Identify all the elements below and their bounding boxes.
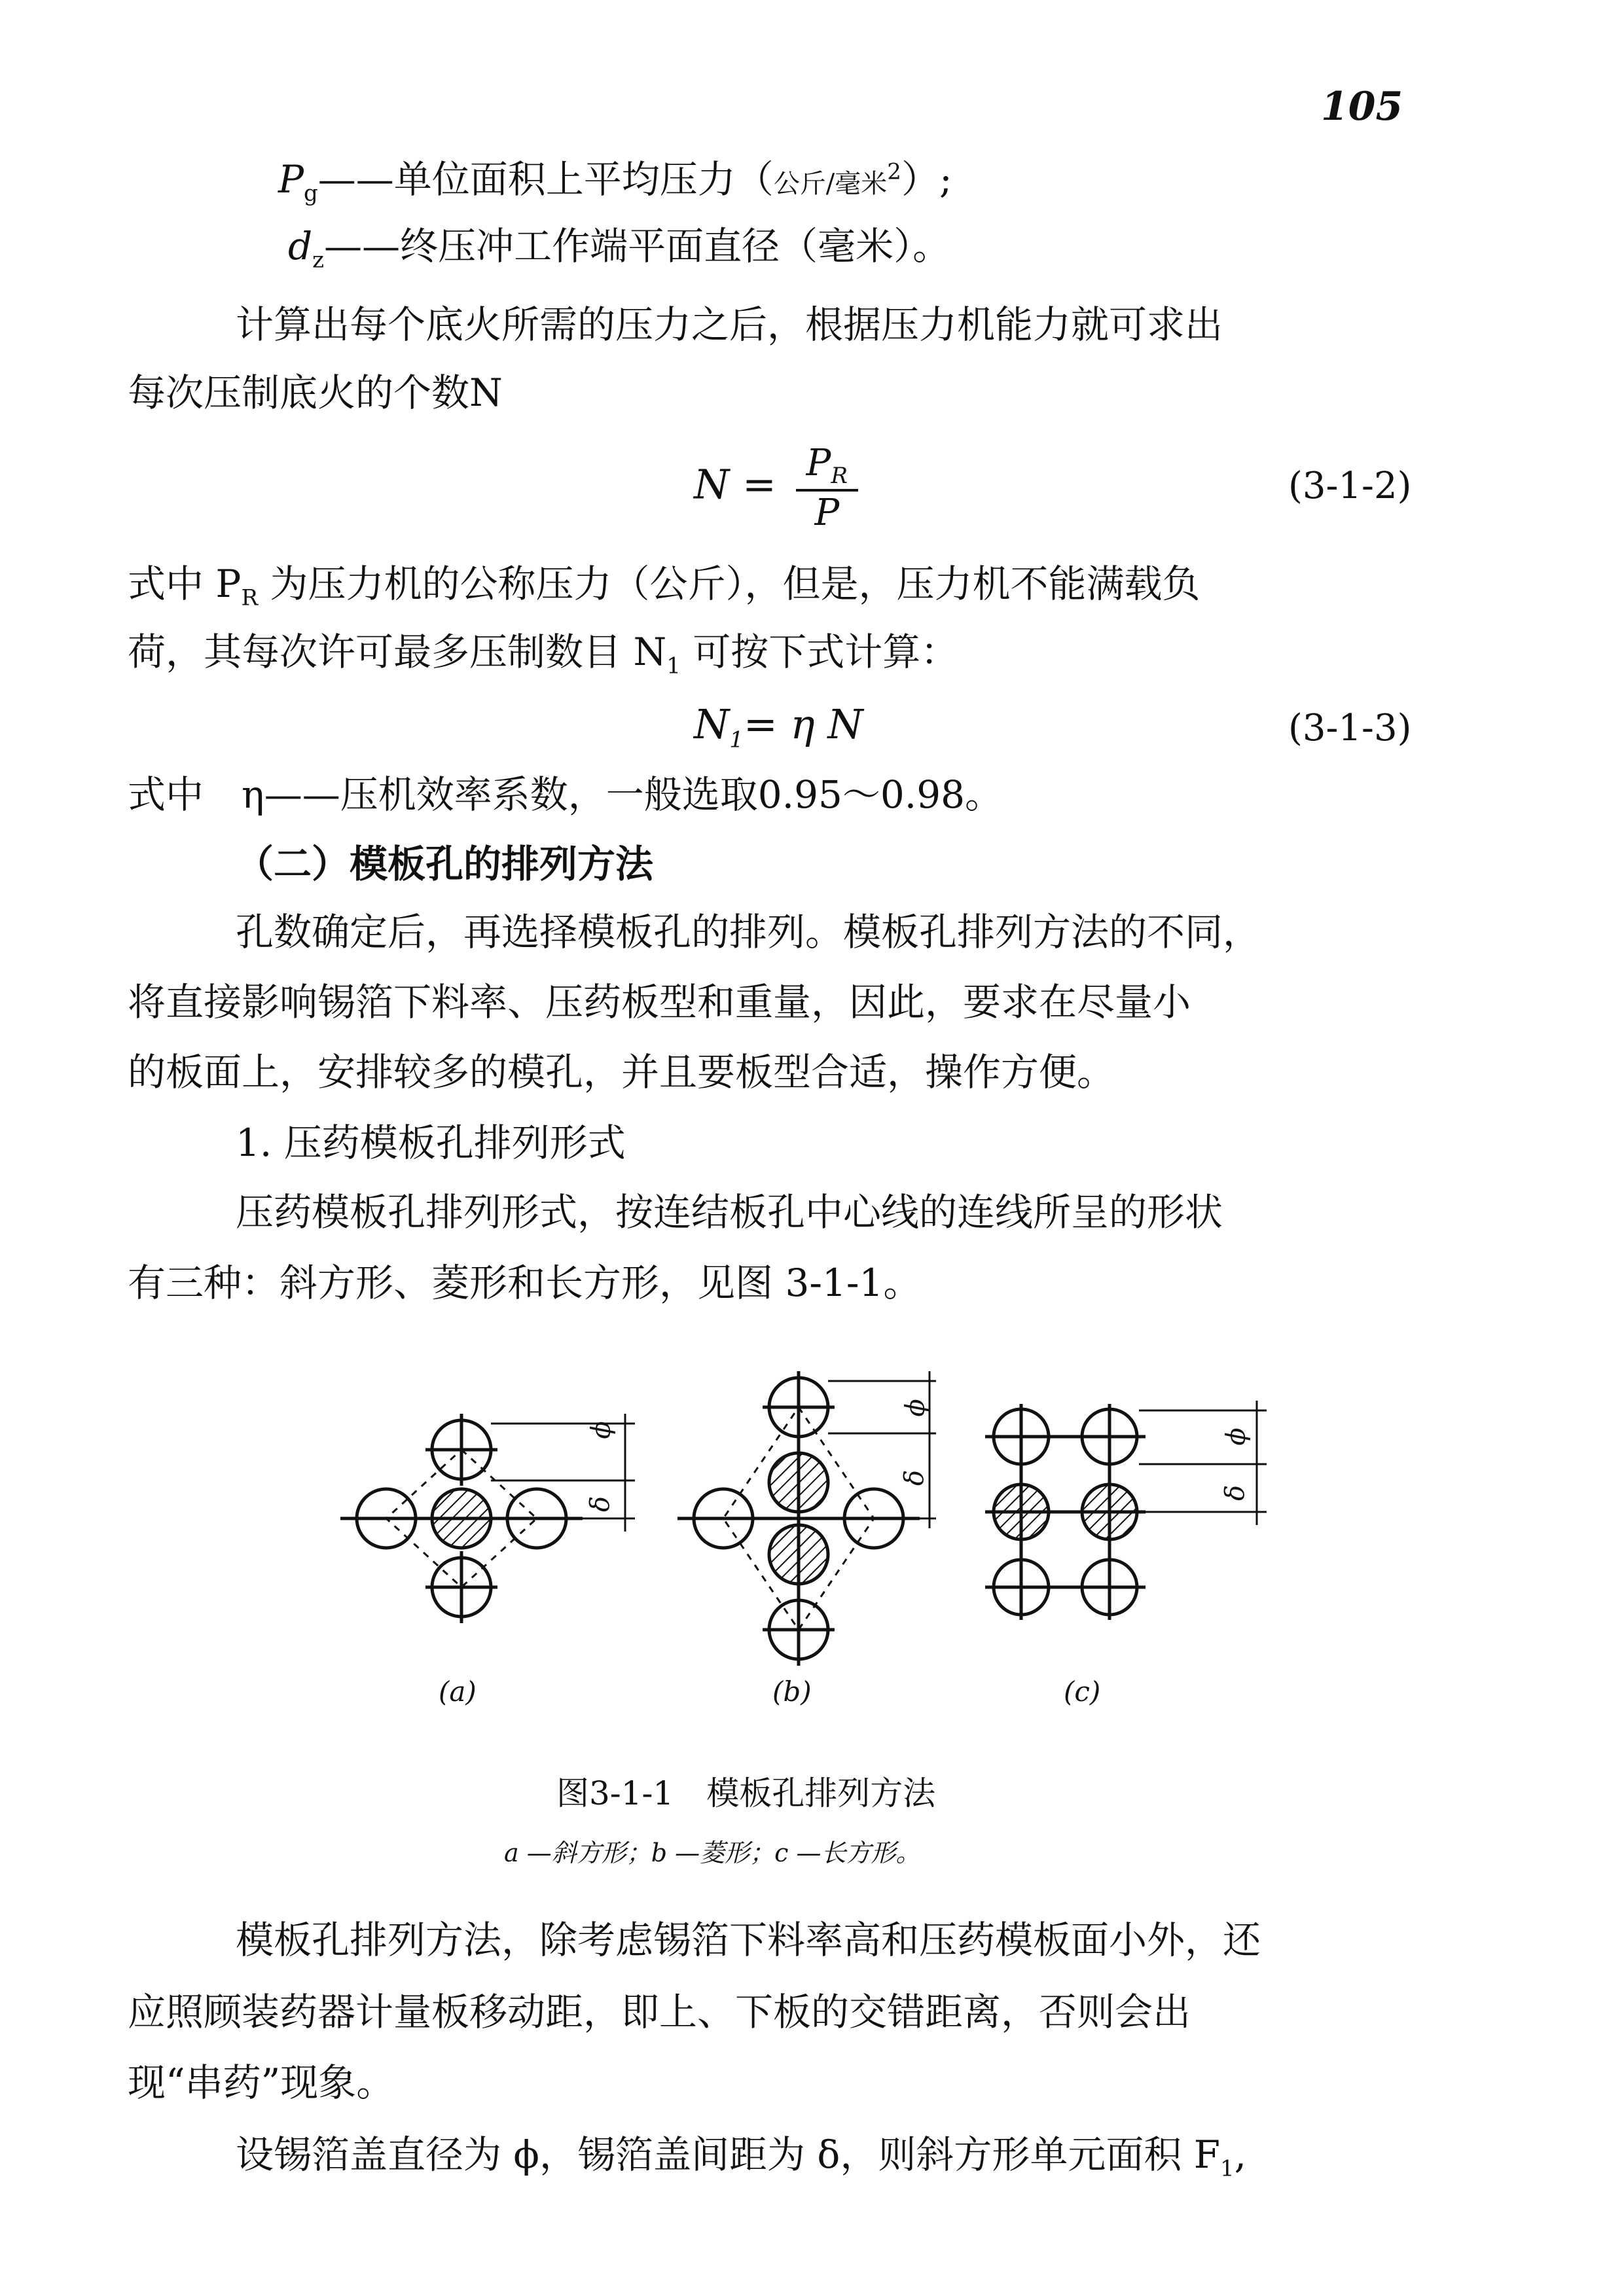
eq1-lhs: N = (694, 460, 776, 509)
dz-symbol: d (288, 224, 313, 268)
paragraph-4-line-1: 孔数确定后，再选择模板孔的排列。模板孔排列方法的不同， (236, 910, 1261, 954)
subsection-heading: 1. 压药模板孔排列形式 (236, 1121, 626, 1165)
figure-subcaption: a —斜方形；b —菱形；c —长方形。 (504, 1839, 921, 1867)
dz-subscript: z (312, 247, 325, 274)
dz-text: ——终压冲工作端平面直径（毫米）。 (324, 224, 951, 268)
dim-delta-b: δ (899, 1469, 930, 1486)
paragraph-5-line-1: 压药模板孔排列形式，按连结板孔中心线的连线所呈的形状 (236, 1190, 1223, 1234)
pg-close: ）; (901, 157, 952, 202)
pg-text: ——单位面积上平均压力（ (317, 157, 774, 202)
paragraph-4-line-3: 的板面上，安排较多的模孔，并且要板型合适，操作方便。 (128, 1050, 1115, 1094)
dim-phi-b: ϕ (900, 1399, 931, 1417)
pg-unit: 公斤/毫米 (773, 169, 888, 199)
paragraph-5-line-2: 有三种：斜方形、菱形和长方形，见图 3-1-1。 (128, 1261, 922, 1305)
equation-3-1-3: $N_1= \eta$ N (694, 700, 863, 753)
panel-label-a: (a) (439, 1676, 477, 1708)
paragraph-6-line-1: 模板孔排列方法，除考虑锡箔下料率高和压药模板面小外，还 (236, 1918, 1261, 1962)
page-number: 105 (1321, 84, 1403, 130)
paragraph-1-line-2: 每次压制底火的个数N (128, 370, 503, 415)
dim-delta-c: δ (1220, 1484, 1251, 1501)
panel-label-b: (b) (772, 1676, 812, 1708)
dim-delta-a: δ (585, 1496, 616, 1513)
figure-caption: 图3-1-1 模板孔排列方法 (556, 1774, 936, 1812)
diagram-a-oblique-square (340, 1414, 635, 1623)
paragraph-4-line-2: 将直接影响锡箔下料率、压药板型和重量，因此，要求在尽量小 (128, 980, 1191, 1024)
paragraph-1-line-1: 计算出每个底火所需的压力之后，根据压力机能力就可求出 (236, 302, 1223, 347)
paragraph-3: 式中 η——压机效率系数，一般选取0.95～0.98。 (128, 772, 1003, 817)
equation-number-3-1-3: (3-1-3) (1288, 707, 1412, 749)
equation-number-3-1-2: (3-1-2) (1288, 465, 1412, 507)
pg-unit-sup: 2 (887, 158, 901, 185)
diagram-b-rhombus (677, 1371, 936, 1666)
paragraph-2-line-2: 荷，其每次许可最多压制数目 $N_1$ 可按下式计算： (128, 630, 959, 679)
eq1-numerator: $P_R$ (796, 442, 858, 492)
dim-phi-c: ϕ (1221, 1427, 1252, 1446)
dim-phi-a: ϕ (586, 1421, 617, 1439)
section-heading: （二）模板孔的排列方法 (236, 842, 654, 886)
paragraph-6-line-3: 现“串药”现象。 (128, 2060, 395, 2105)
paragraph-7: 设锡箔盖直径为 ϕ，锡箔盖间距为 δ，则斜方形单元面积 $F_1$, (236, 2132, 1247, 2182)
paragraph-2-line-1: 式中 $P_R$ 为压力机的公称压力（公斤），但是，压力机不能满载负 (128, 562, 1200, 611)
pg-subscript: g (304, 180, 318, 207)
panel-label-c: (c) (1064, 1676, 1101, 1708)
eq1-denominator: P (814, 492, 840, 535)
paragraph-6-line-2: 应照顾装药器计量板移动距，即上、下板的交错距离，否则会出 (128, 1990, 1191, 2034)
pg-symbol: P (278, 157, 304, 202)
